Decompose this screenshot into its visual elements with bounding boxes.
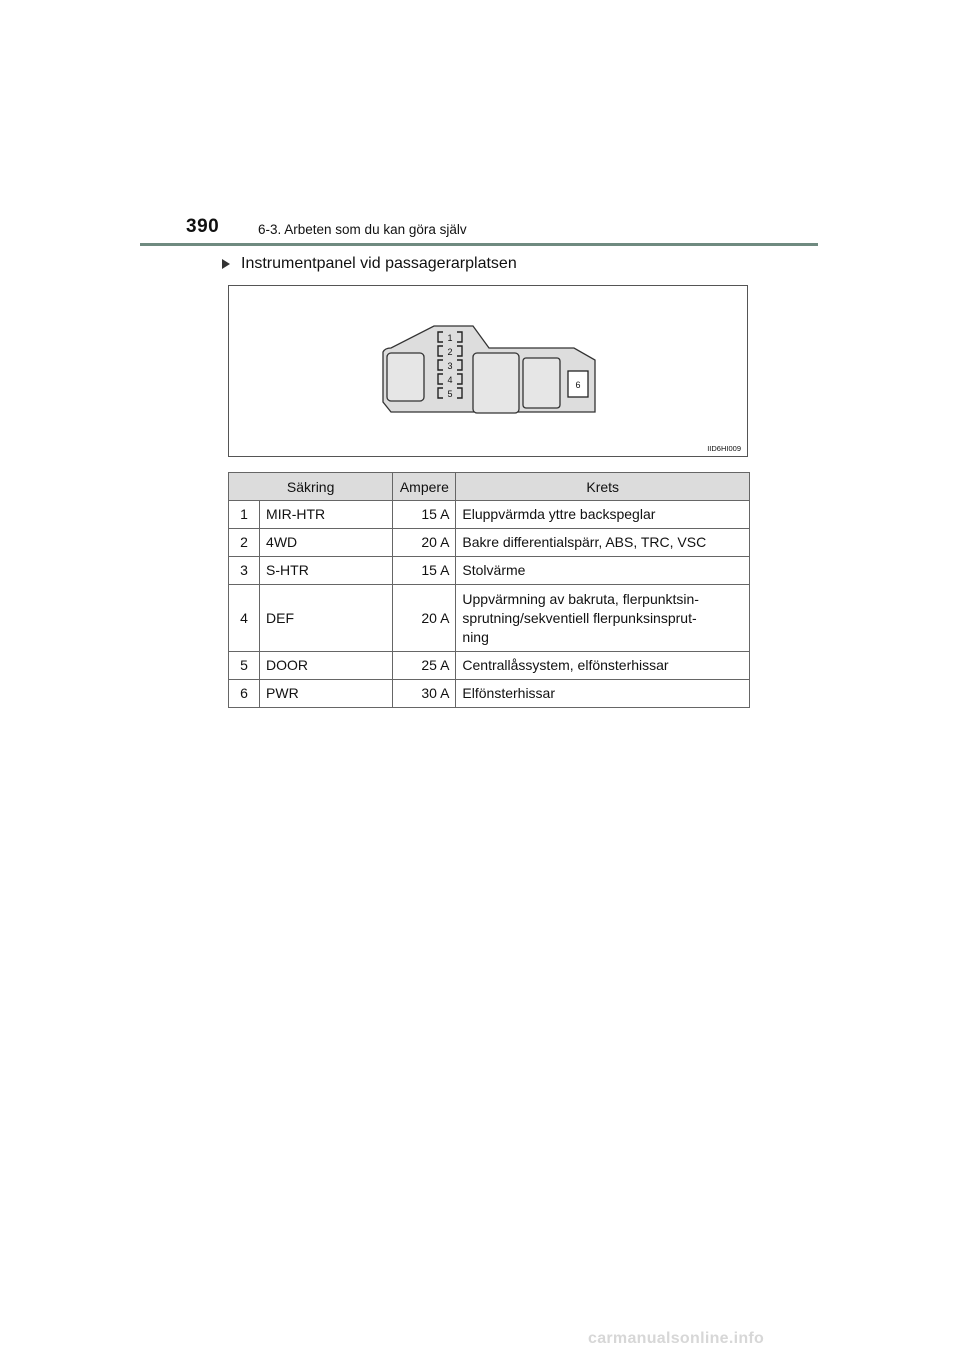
fuse-ampere: 30 A — [393, 680, 456, 708]
table-row — [229, 652, 750, 680]
fuse-name: DOOR — [260, 652, 393, 680]
fuse-box-figure — [228, 285, 748, 457]
page-number: 390 — [186, 216, 220, 237]
fuse-number: 3 — [229, 557, 260, 585]
table-row — [229, 529, 750, 557]
fuse-label-1: 1 — [447, 333, 453, 343]
fuse-name: DEF — [260, 585, 393, 652]
relay-block-left — [387, 353, 424, 401]
triangle-bullet-icon — [222, 259, 230, 269]
fuse-label-2: 2 — [447, 347, 453, 357]
fuse-ampere: 20 A — [393, 585, 456, 652]
fuse-ampere: 15 A — [393, 501, 456, 529]
fuse-circuit — [456, 557, 750, 585]
header-circuit: Krets — [456, 473, 750, 501]
figure-code: IID6HI009 — [707, 444, 741, 453]
fuse-number: 1 — [229, 501, 260, 529]
circuit-line: Bakre differentialspärr, ABS, TRC, VSC — [462, 534, 707, 550]
watermark[interactable]: carmanualsonline.info — [588, 1330, 765, 1347]
relay-block-right — [523, 358, 560, 408]
table-row — [229, 680, 750, 708]
table-header-row — [229, 473, 750, 501]
fuse-name: PWR — [260, 680, 393, 708]
circuit-line: Eluppvärmda yttre backspeglar — [462, 506, 656, 522]
fuse-circuit — [456, 529, 750, 557]
table-row — [229, 557, 750, 585]
circuit-line: Centrallåssystem, elfönsterhissar — [462, 657, 669, 673]
fuse-circuit — [456, 501, 750, 529]
fuse-ampere: 25 A — [393, 652, 456, 680]
fuse-label-4: 4 — [447, 375, 453, 385]
fuse-label-6: 6 — [575, 380, 581, 390]
section-title: 6-3. Arbeten som du kan göra själv — [258, 222, 467, 237]
subheading-text: Instrumentpanel vid passagerarplatsen — [241, 255, 517, 272]
header-rule — [140, 243, 818, 246]
table-row — [229, 501, 750, 529]
fuse-circuit — [456, 680, 750, 708]
header-fuse: Säkring — [229, 473, 393, 501]
fuse-number: 4 — [229, 585, 260, 652]
fuse-number: 2 — [229, 529, 260, 557]
header-ampere: Ampere — [393, 473, 456, 501]
relay-block-middle — [473, 353, 519, 413]
circuit-line: Uppvärmning av bakruta, flerpunktsin- — [462, 590, 699, 607]
fuse-circuit — [456, 585, 750, 652]
fuse-name: MIR-HTR — [260, 501, 393, 529]
fuse-name: S-HTR — [260, 557, 393, 585]
fuse-ampere: 15 A — [393, 557, 456, 585]
circuit-line: sprutning/sekventiell flerpunksinsprut- — [462, 609, 697, 626]
circuit-line: ning — [462, 628, 489, 645]
table-row — [229, 585, 750, 652]
fuse-label-3: 3 — [447, 361, 453, 371]
fuse-circuit — [456, 652, 750, 680]
fuse-number: 5 — [229, 652, 260, 680]
subheading — [222, 255, 517, 273]
circuit-line: Elfönsterhissar — [462, 685, 555, 701]
fuse-name: 4WD — [260, 529, 393, 557]
fuse-ampere: 20 A — [393, 529, 456, 557]
fuse-label-5: 5 — [447, 389, 453, 399]
fuse-box-diagram — [229, 286, 749, 458]
fuse-table — [228, 472, 750, 708]
circuit-line: Stolvärme — [462, 562, 526, 578]
fuse-number: 6 — [229, 680, 260, 708]
